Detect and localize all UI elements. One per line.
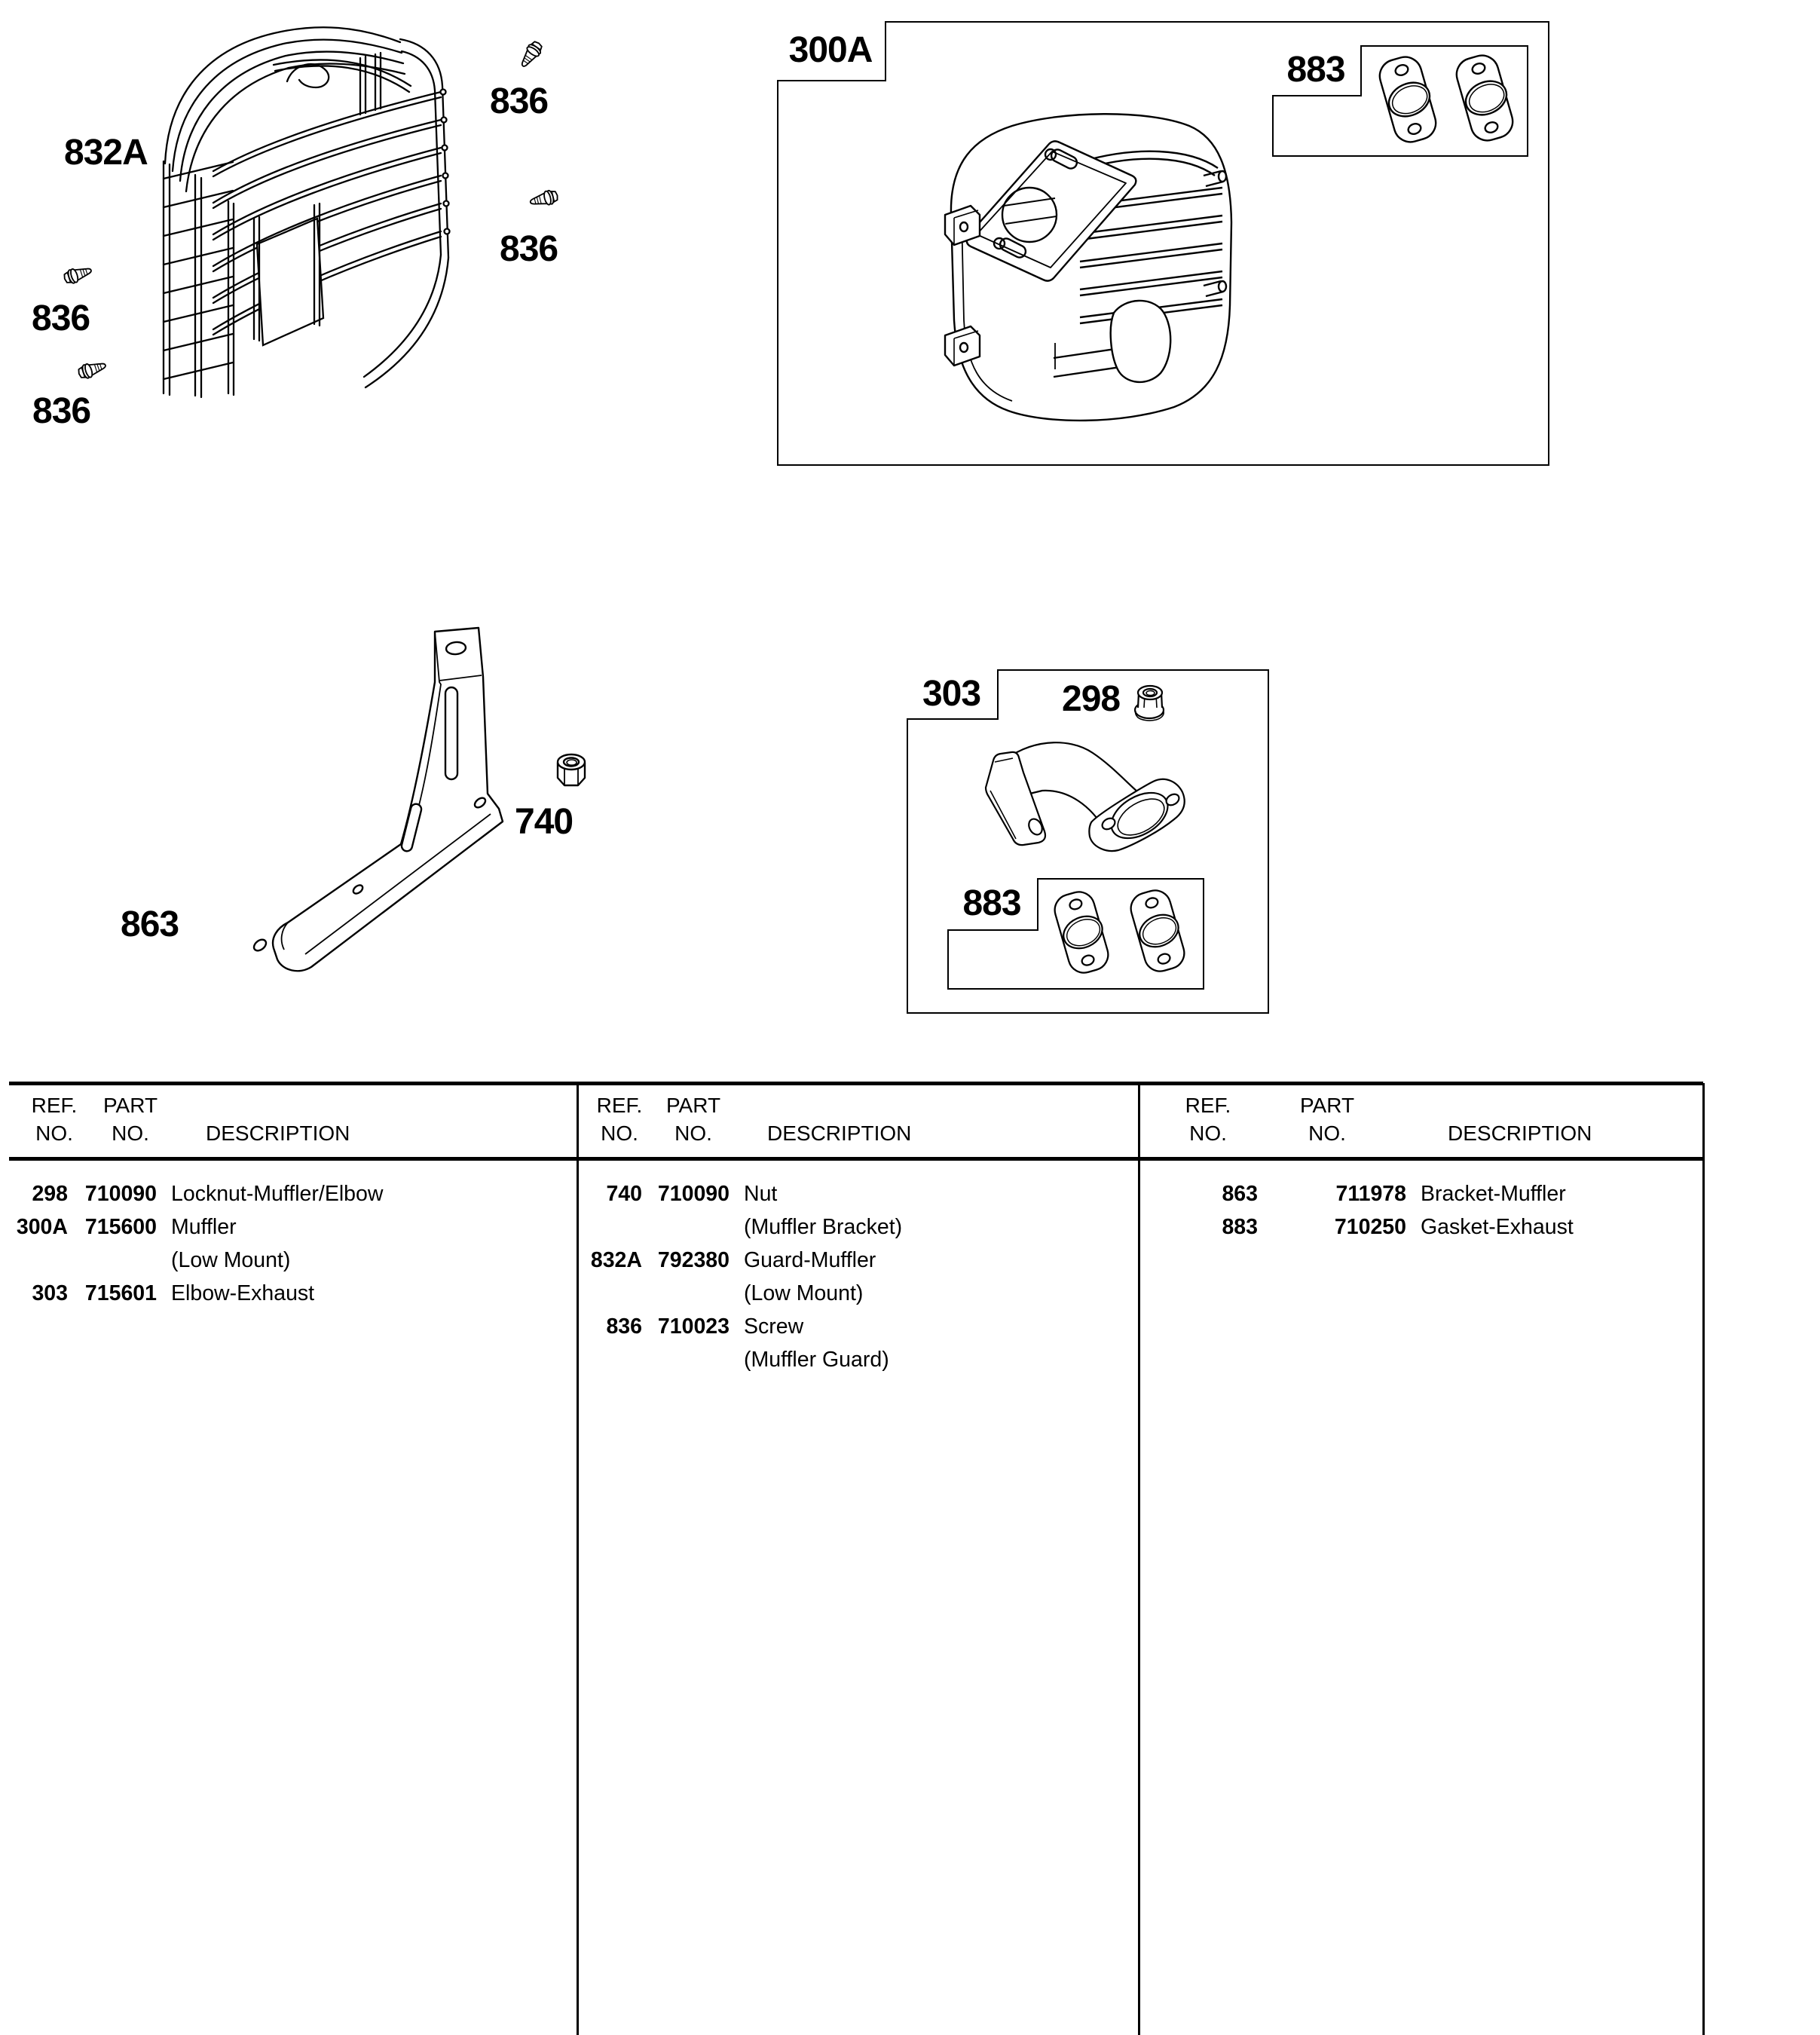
table-row [9,1244,570,1277]
table-top-border [9,1082,1703,1085]
screw-drawing [72,352,113,387]
header-part-no-1: PART NO. [102,1094,158,1145]
description-cell: Elbow-Exhaust [171,1281,315,1305]
table-row [577,1210,1133,1244]
screw-drawing [58,257,99,292]
header-description-3: DESCRIPTION [1448,1122,1592,1145]
description-cell: Muffler [171,1214,237,1239]
muffler-guard-drawing [161,17,462,397]
parts-table-column-3 [1138,1177,1697,1244]
table-row [577,1244,1133,1277]
description-cell: (Low Mount) [171,1247,291,1272]
table-row [577,1277,1133,1310]
ref-no-cell: 832A [590,1247,642,1272]
description-cell: (Muffler Guard) [744,1347,889,1372]
description-cell: Bracket-Muffler [1421,1181,1566,1206]
gasket-drawing [1376,54,1439,145]
screw-drawing [510,33,551,76]
box-label-883-top: 883 [1272,45,1362,96]
part-no-cell: 711978 [1335,1181,1406,1206]
ref-no-cell: 303 [32,1281,68,1305]
gasket-drawing [1128,886,1187,975]
table-row [577,1310,1133,1343]
callout-locknut: 298 [1062,679,1121,719]
part-no-cell: 792380 [657,1247,730,1272]
gasket-drawing [1052,888,1111,977]
header-ref-no-2: REF. NO. [596,1094,643,1145]
table-row [9,1177,570,1210]
ref-no-cell: 863 [1222,1181,1258,1206]
header-description-2: DESCRIPTION [767,1122,912,1145]
table-row [577,1177,1133,1210]
nut-drawing [555,751,588,791]
muffler-drawing [941,109,1242,426]
description-cell: Nut [744,1181,778,1206]
parts-table-column-2 [577,1177,1133,1376]
header-description-1: DESCRIPTION [206,1122,350,1145]
description-cell: Guard-Muffler [744,1247,876,1272]
table-row [1138,1210,1697,1244]
ref-no-cell: 300A [16,1214,68,1239]
description-cell: (Muffler Bracket) [744,1214,903,1239]
callout-screw-1: 836 [490,81,549,121]
description-cell: (Low Mount) [744,1281,864,1305]
ref-no-cell: 740 [606,1181,642,1206]
header-ref-no-1: REF. NO. [31,1094,78,1145]
callout-screw-3: 836 [32,298,90,338]
box-label-303: 303 [907,669,999,720]
part-no-cell: 710090 [84,1181,157,1206]
part-no-cell: 715600 [84,1214,157,1239]
table-right-border [1702,1083,1705,2035]
bracket-drawing [215,624,505,975]
header-ref-no-3: REF. NO. [1185,1094,1231,1145]
part-no-cell: 715601 [84,1281,157,1305]
header-part-no-2: PART NO. [665,1094,721,1145]
callout-nut: 740 [515,802,574,842]
header-part-no-3: PART NO. [1299,1094,1355,1145]
exhaust-elbow-drawing [978,742,1189,848]
callout-screw-2: 836 [500,229,558,269]
gasket-drawing [1453,53,1516,143]
part-no-cell: 710250 [1334,1214,1406,1239]
table-row [9,1210,570,1244]
table-row [9,1277,570,1310]
box-label-300a: 300A [777,21,886,81]
table-row [577,1343,1133,1376]
callout-bracket: 863 [121,904,179,944]
screw-drawing [524,182,564,216]
description-cell: Screw [744,1314,804,1339]
locknut-drawing [1132,683,1168,722]
part-no-cell: 710023 [657,1314,730,1339]
table-row [1138,1177,1697,1210]
callout-guard: 832A [64,133,148,173]
parts-table-column-1 [9,1177,570,1310]
ref-no-cell: 883 [1222,1214,1258,1239]
ref-no-cell: 298 [32,1181,68,1206]
description-cell: Gasket-Exhaust [1421,1214,1574,1239]
callout-screw-4: 836 [32,391,91,431]
ref-no-cell: 836 [606,1314,642,1339]
description-cell: Locknut-Muffler/Elbow [171,1181,384,1206]
box-label-883-bottom: 883 [947,878,1038,931]
part-no-cell: 710090 [657,1181,730,1206]
table-header-underline [9,1157,1703,1161]
